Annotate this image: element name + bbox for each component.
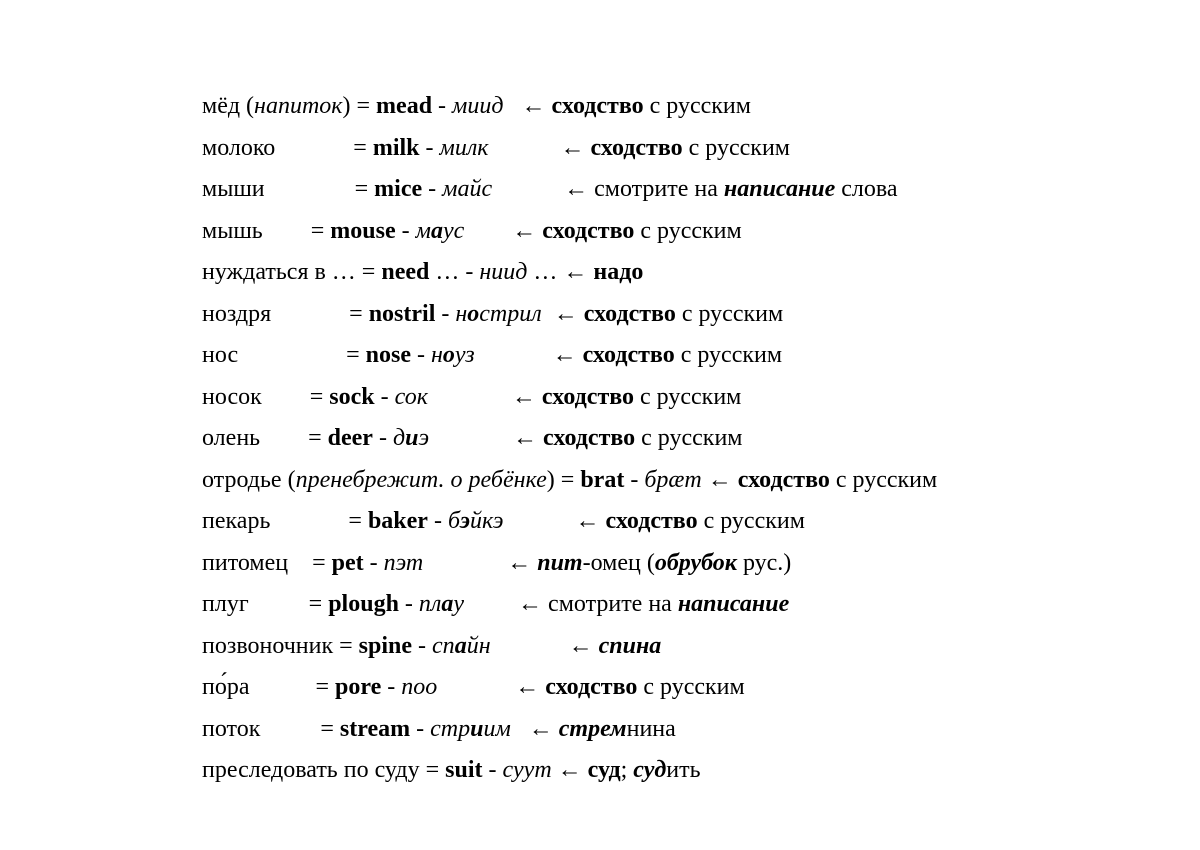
vocab-segment: nostril	[368, 300, 436, 327]
vocab-segment: -	[374, 383, 395, 410]
vocab-segment: ниид	[479, 259, 528, 285]
vocab-segment: с русским	[637, 674, 745, 700]
vocab-segment: mead	[376, 93, 433, 119]
vocab-segment: носок =	[202, 383, 330, 410]
vocab-segment: и	[405, 425, 419, 451]
vocab-segment: ;	[620, 757, 634, 783]
vocab-segment: -	[381, 674, 402, 700]
vocab-segment: поток =	[202, 715, 340, 742]
vocab-segment: сходство	[551, 93, 644, 119]
vocab-segment: нина	[626, 715, 676, 742]
vocab-segment: стр	[430, 715, 471, 742]
vocab-segment: -	[432, 93, 453, 119]
vocab-segment: с русским	[675, 300, 784, 327]
vocab-segment: plough	[328, 591, 399, 617]
vocab-segment: stream	[339, 715, 411, 742]
vocab-segment: mouse	[330, 217, 396, 244]
vocab-segment: pore	[335, 674, 382, 700]
vocab-segment: э	[418, 425, 430, 451]
vocab-segment: deer	[327, 425, 373, 451]
vocab-line	[202, 172, 898, 206]
vocab-segment: baker	[367, 508, 428, 534]
vocab-segment: йкэ	[469, 508, 504, 534]
vocab-segment: суд	[633, 757, 667, 783]
vocab-segment: д	[392, 425, 406, 451]
vocab-segment: сходство	[605, 508, 698, 534]
vocab-segment: -	[410, 715, 431, 742]
vocab-segment: ) =	[342, 93, 377, 119]
vocab-segment: ←	[437, 674, 546, 700]
vocab-segment: с русским	[634, 217, 742, 244]
vocab-segment: о	[442, 342, 455, 368]
vocab-segment: ←	[488, 134, 591, 161]
vocab-segment: -	[427, 508, 448, 534]
vocab-line	[202, 338, 782, 372]
vocab-segment: пит	[537, 549, 583, 576]
vocab-segment: сп	[432, 632, 455, 659]
vocab-segment: -	[398, 591, 419, 617]
vocab-segment: плуг =	[202, 591, 329, 617]
vocab-segment: пл	[418, 591, 442, 617]
vocab-segment: б	[447, 508, 461, 534]
vocab-line	[202, 214, 742, 248]
vocab-segment: обрубок	[654, 549, 737, 576]
vocab-line	[202, 629, 661, 663]
vocab-segment: … ←	[527, 259, 594, 285]
vocab-segment: с русским	[682, 134, 790, 161]
vocab-segment: сходство	[542, 217, 635, 244]
vocab-segment: мышь =	[202, 217, 331, 244]
vocab-segment: с русским	[697, 508, 805, 534]
vocab-segment: написание	[723, 176, 836, 202]
vocab-segment: сходство	[737, 466, 830, 493]
vocab-segment: сходство	[583, 300, 676, 327]
vocab-segment: суд	[587, 757, 621, 783]
vocab-segment: м	[415, 217, 431, 244]
vocab-segment: ) =	[546, 466, 581, 493]
vocab-segment: mice	[374, 176, 423, 202]
vocab-segment: с русским	[643, 93, 751, 119]
vocab-line	[202, 587, 789, 621]
vocab-segment: по́ра =	[202, 674, 336, 700]
vocab-segment: олень =	[202, 425, 328, 451]
vocab-segment: ←	[423, 549, 538, 576]
vocab-segment: напиток	[254, 93, 343, 119]
vocab-segment: ить	[666, 757, 701, 783]
vocab-segment: мёд (	[202, 93, 255, 119]
vocab-segment: питомец =	[202, 549, 332, 576]
vocab-segment: сходство	[541, 383, 635, 410]
vocab-line	[202, 463, 937, 497]
vocab-segment: с русским	[829, 466, 938, 493]
vocab-segment: сходство	[582, 342, 675, 368]
vocab-segment: ←	[541, 300, 584, 327]
vocab-segment: надо	[593, 259, 644, 285]
vocab-line	[202, 670, 745, 704]
vocab-segment: сходство	[545, 674, 638, 700]
vocab-segment: с русским	[674, 342, 783, 368]
vocab-segment: а	[441, 591, 454, 617]
vocab-segment: у	[453, 591, 465, 617]
vocab-segment: -	[624, 466, 645, 493]
vocab-segment: стрем	[558, 715, 627, 742]
vocab-segment: ←	[551, 757, 588, 783]
vocab-line	[202, 89, 751, 123]
vocab-segment: ←	[503, 508, 606, 534]
vocab-segment: э	[460, 508, 470, 534]
vocab-line	[202, 546, 791, 580]
vocab-line	[202, 421, 743, 455]
vocab-line	[202, 297, 783, 331]
vocab-segment: стрил	[479, 300, 542, 327]
vocab-segment: написание	[677, 591, 790, 617]
vocab-segment: -	[422, 176, 443, 202]
vocab-segment: ←	[510, 715, 559, 742]
vocab-segment: -	[435, 300, 456, 327]
vocab-segment: ←	[427, 383, 542, 410]
vocab-segment: пренебрежит. о ребёнке	[295, 466, 547, 493]
vocab-segment: нуждаться в … =	[202, 259, 382, 285]
vocab-line	[202, 753, 701, 787]
vocab-segment: спина	[598, 632, 662, 659]
vocab-segment: суут	[502, 757, 552, 783]
vocab-segment: -	[395, 217, 416, 244]
vocab-segment: ← смотрите на	[464, 591, 678, 617]
vocab-segment: преследовать по суду =	[202, 757, 446, 783]
vocab-segment: nose	[365, 342, 411, 368]
vocab-segment: пэт	[383, 549, 424, 576]
vocab-segment: поо	[401, 674, 438, 700]
vocab-segment: нос =	[202, 342, 366, 368]
vocab-line	[202, 712, 676, 746]
vocab-segment: ←	[503, 93, 552, 119]
vocab-segment: ←	[429, 425, 544, 451]
vocab-segment: spine	[358, 632, 413, 659]
vocab-segment: слова	[835, 176, 898, 202]
vocab-segment: need	[381, 259, 430, 285]
vocab-segment: -	[419, 134, 440, 161]
vocab-segment: милк	[439, 134, 489, 161]
vocab-segment: ←	[490, 632, 599, 659]
vocab-segment: ← смотрите на	[492, 176, 724, 202]
vocab-segment: brat	[580, 466, 625, 493]
vocab-segment: брæт	[644, 466, 702, 493]
vocab-segment: отродье (	[202, 466, 296, 493]
vocab-segment: sock	[329, 383, 375, 410]
vocab-segment: ←	[464, 217, 543, 244]
vocab-segment: -	[363, 549, 384, 576]
vocab-segment: ус	[442, 217, 465, 244]
vocab-line	[202, 131, 790, 165]
vocab-segment: а	[430, 217, 443, 244]
vocab-segment: сходство	[590, 134, 683, 161]
vocab-segment: молоко =	[202, 134, 373, 161]
vocab-segment: и	[470, 715, 484, 742]
vocab-segment: н	[455, 300, 468, 327]
vocab-segment: … -	[429, 259, 480, 285]
vocab-segment: -омец (	[582, 549, 655, 576]
vocab-segment: -	[372, 425, 393, 451]
vocab-segment: уз	[454, 342, 475, 368]
vocab-segment: suit	[445, 757, 483, 783]
vocab-segment: о	[467, 300, 480, 327]
vocab-segment: с русским	[635, 425, 743, 451]
vocab-segment: ноздря =	[202, 300, 369, 327]
vocab-segment: им	[483, 715, 511, 742]
vocab-segment: -	[412, 632, 433, 659]
vocab-segment: pet	[331, 549, 364, 576]
vocab-segment: пекарь =	[202, 508, 368, 534]
vocab-segment: йн	[466, 632, 491, 659]
vocab-segment: сходство	[543, 425, 636, 451]
vocab-segment: -	[482, 757, 503, 783]
vocab-line	[202, 380, 741, 414]
vocab-segment: с русским	[634, 383, 742, 410]
vocab-segment: ←	[701, 466, 738, 493]
vocab-segment: мыши =	[202, 176, 375, 202]
vocab-segment: н	[430, 342, 443, 368]
vocab-segment: позвоночник =	[202, 632, 359, 659]
vocab-segment: майс	[442, 176, 493, 202]
vocab-segment: рус.)	[736, 549, 792, 576]
vocab-segment: ←	[474, 342, 583, 368]
vocab-segment: а	[454, 632, 467, 659]
vocab-line	[202, 504, 805, 538]
vocab-segment: миид	[452, 93, 504, 119]
vocab-segment: milk	[372, 134, 420, 161]
vocab-segment: -	[410, 342, 431, 368]
vocab-line	[202, 255, 643, 289]
vocab-segment: сок	[394, 383, 428, 410]
